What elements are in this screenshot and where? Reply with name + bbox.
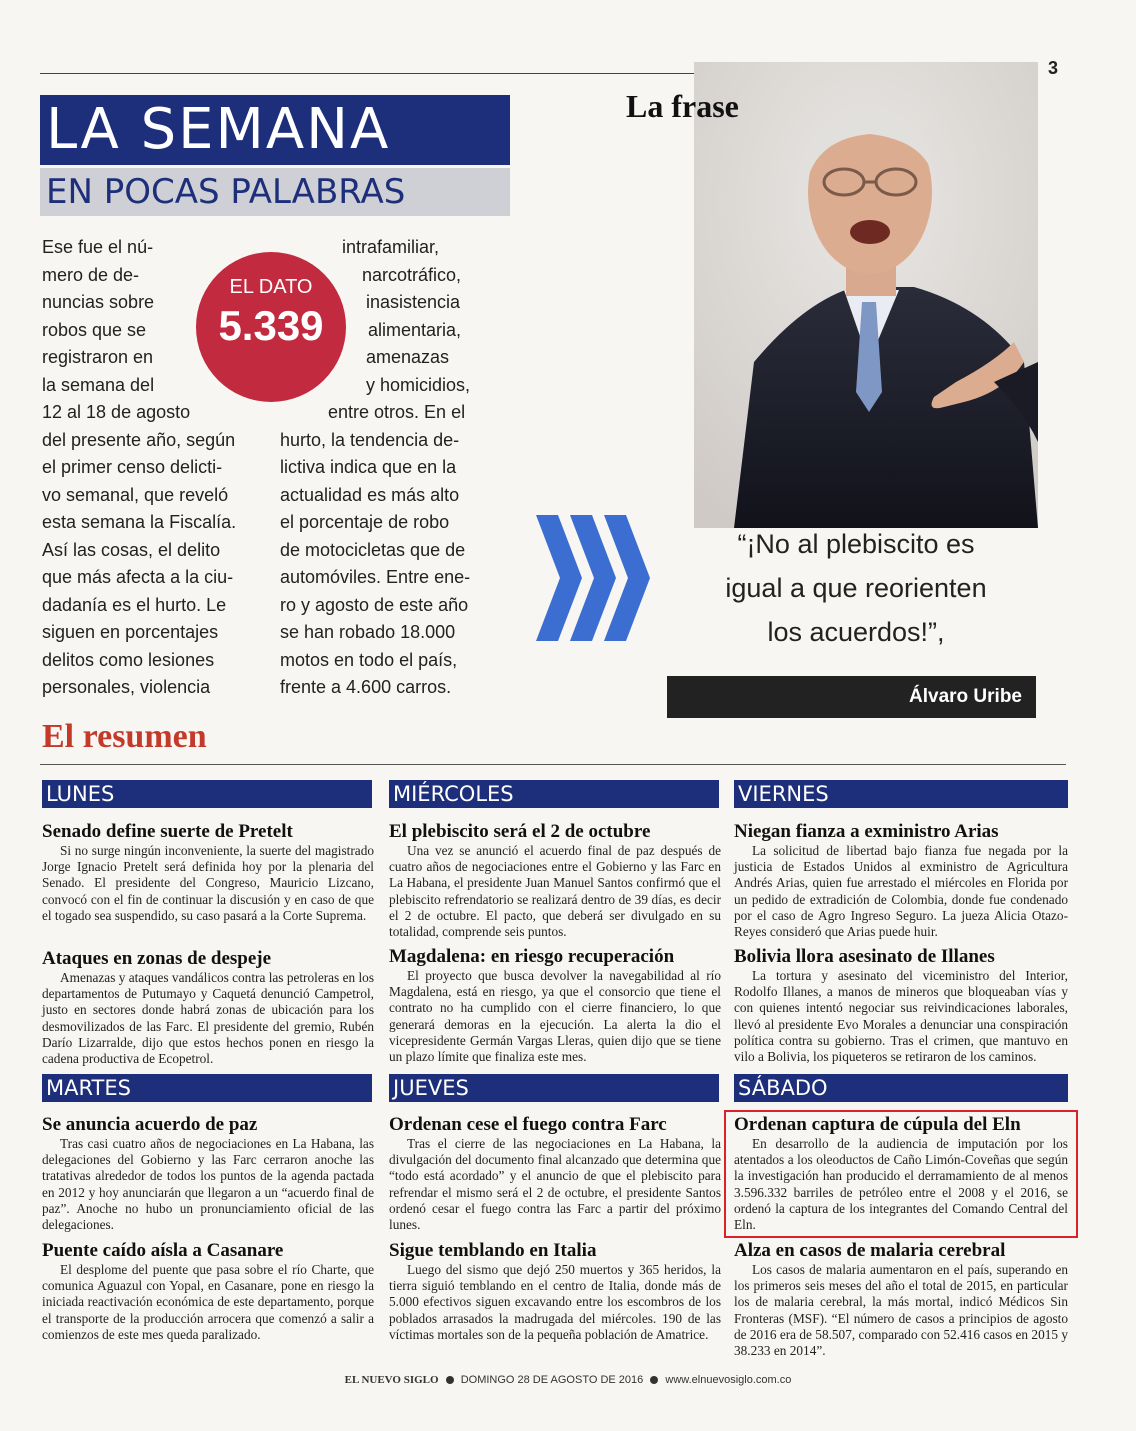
article-body: Amenazas y ataques vandálicos contra las petroleras en los departamentos de Putumayo y Caquetá denunció Campetrol, justo en sectores donde habrá zonas de ubicación para los desmovilizados de las Farc. El presidente del gremio, Rubén Darío Lizarralde, dijo que estos hechos ponen en riesgo la cadena productiva de Ecopetrol. — [42, 970, 374, 1067]
dato-line: hurto, la tendencia de- — [280, 429, 460, 450]
frase-quote — [676, 522, 1036, 654]
dato-line: automóviles. Entre ene- — [280, 567, 471, 587]
article-jueves-2 — [389, 1240, 721, 1343]
footer-date: DOMINGO 28 DE AGOSTO DE 2016 — [460, 1374, 644, 1386]
dato-line: vo semanal, que reveló — [42, 484, 229, 505]
dato-line: Ese fue el nú- — [42, 237, 154, 257]
dato-line: el primer censo delicti- — [42, 457, 223, 477]
dato-line: entre otros. En el — [328, 402, 466, 422]
bullet-icon — [446, 1376, 454, 1384]
article-body: En desarrollo de la audiencia de imputación por los atentados a los oleoductos de Caño Limón-Coveñas que según la investigación han producido el derramamiento de al menos 3.596.332 barriles de petróleo entre el 2008 y el 2016, se ordenó la captura de los integrantes del Comando Central del Eln. — [734, 1136, 1068, 1233]
frase-title: La frase — [626, 88, 739, 124]
quote-line: los acuerdos!”, — [767, 617, 945, 647]
article-body: Luego del sismo que dejó 250 muertos y 365 heridos, la tierra siguió temblando en el centro de Italia, donde más de 5.000 efectivos siguen excavando entre los escombros de los poblados arrasados la madrugada del miércoles. 190 de las víctimas mortales son de la pequeña población de Amatrice. — [389, 1262, 721, 1342]
article-viernes-1 — [734, 821, 1068, 940]
dato-line: lictiva indica que en la — [280, 457, 457, 477]
dato-line: dadanía es el hurto. Le — [42, 594, 227, 615]
dato-line: Así las cosas, el delito — [42, 539, 221, 560]
frase-author: Álvaro Uribe — [667, 676, 1036, 718]
dato-line: se han robado 18.000 — [280, 622, 456, 642]
quote-line: igual a que reorienten — [725, 573, 987, 603]
article-body: Los casos de malaria aumentaron en el país, superando en los primeros seis meses del año el total de 2015, en particular los de malaria cerebral, la más mortal, indicó Médicos Sin Fronteras (MSF). “El número de casos a principios de agosto de 2016 era de 58.507, comparado con 52.416 casos en 2015 y 38.233 en 2014”. — [734, 1262, 1068, 1359]
dato-badge-value: 5.339 — [218, 302, 324, 349]
dato-line: alimentaria, — [368, 319, 462, 340]
dato-line: robos que se — [42, 319, 147, 340]
article-viernes-2 — [734, 946, 1068, 1065]
article-lunes-1 — [42, 821, 374, 924]
footer-url: www.elnuevosiglo.com.co — [665, 1374, 792, 1386]
section-title: LA SEMANA — [40, 95, 510, 165]
article-miercoles-1 — [389, 821, 721, 940]
article-title: Ordenan cese el fuego contra Farc — [389, 1114, 667, 1135]
dato-line: intrafamiliar, — [342, 237, 440, 257]
dato-line: de motocicletas que de — [280, 539, 466, 560]
article-lunes-2 — [42, 948, 374, 1067]
article-title: Magdalena: en riesgo recuperación — [389, 946, 675, 967]
dato-line: siguen en porcentajes — [42, 622, 219, 642]
article-martes-1 — [42, 1114, 374, 1233]
dato-line: ro y agosto de este año — [280, 594, 469, 615]
day-header-martes: MARTES — [42, 1074, 372, 1102]
dato-line: inasistencia — [366, 292, 461, 312]
dato-line: que más afecta a la ciu- — [42, 567, 234, 587]
dato-line: actualidad es más alto — [280, 484, 460, 505]
dato-line: y homicidios, — [366, 374, 471, 395]
dato-line: amenazas — [366, 347, 450, 367]
dato-line: el porcentaje de robo — [280, 512, 450, 532]
dato-line: narcotráfico, — [362, 264, 462, 285]
resumen-rule — [40, 764, 1066, 765]
article-body: Una vez se anunció el acuerdo final de paz después de cuatro años de negociaciones entre el Gobierno y las Farc en La Habana, el presidente Juan Manuel Santos confirmó que el plebiscito refrendatorio se realizará dentro de 39 días, es decir el 2 de octubre. El pacto, que deberá ser divulgado en su totalidad, comprende seis puntos. — [389, 843, 721, 940]
article-title: Niegan fianza a exministro Arias — [734, 821, 999, 842]
article-jueves-1 — [389, 1114, 721, 1233]
article-martes-2 — [42, 1240, 374, 1343]
dato-line: registraron en — [42, 347, 154, 367]
article-body: Si no surge ningún inconveniente, la suerte del magistrado Jorge Ignacio Pretelt será definida hoy por la plenaria del Senado. El presidente del Congreso, Mauricio Lizcano, convocó con el fin de continuar la discusión y en caso de que el togado sea suspendido, su caso pasará a la Corte Suprema. — [42, 843, 374, 923]
article-title: El plebiscito será el 2 de octubre — [389, 821, 651, 842]
dato-line: nuncias sobre — [42, 292, 155, 312]
day-header-miercoles: MIÉRCOLES — [389, 780, 719, 808]
footer-brand: EL NUEVO SIGLO — [344, 1374, 439, 1386]
article-body: El proyecto que busca devolver la navegabilidad al río Magdalena, está en riesgo, ya que el consorcio que tiene el contrato no ha cumplido con el cierre financiero, lo que generará demoras en la ejecución. La alerta la dio el vicepresidente Germán Vargas Lleras, quien dijo que se tiene un plazo límite que finaliza este mes. — [389, 968, 721, 1065]
day-header-viernes: VIERNES — [734, 780, 1068, 808]
dato-line: motos en todo el país, — [280, 649, 458, 670]
dato-line: del presente año, según — [42, 429, 236, 450]
article-title: Bolivia llora asesinato de Illanes — [734, 946, 995, 967]
article-body: Tras el cierre de las negociaciones en La Habana, la divulgación del documento final alcanzado que determina que “todo está acordado” y el anuncio de que el plebiscito para refrendar el mismo será el 2 de octubre, el presidente Santos ordenó cesar el fuego contra las Farc a partir del próximo lunes. — [389, 1136, 721, 1233]
section-subtitle: EN POCAS PALABRAS — [40, 168, 510, 216]
quote-line: “¡No al plebiscito es — [737, 529, 975, 559]
article-body: La tortura y asesinato del viceministro del Interior, Rodolfo Illanes, a manos de mineros que bloqueaban vías y con quienes intentó negociar sus reivindicaciones laborales, llevó al presidente Evo Morales a denunciar una conspiración política contra su gobierno. Tras el crimen, que mantuvo en vilo a Bolivia, los piqueteros se retiraron de los caminos. — [734, 968, 1068, 1065]
article-title: Senado define suerte de Pretelt — [42, 821, 293, 842]
article-body: Tras casi cuatro años de negociaciones en La Habana, las delegaciones del Gobierno y las Farc cerraron anoche las tratativas alrededor de todos los puntos de la agenda pactada en 2012 y hoy anunciarán que llegaron a un “acuerdo final de paz”. Anoche no hubo un pronunciamiento oficial de las delegaciones. — [42, 1136, 374, 1233]
article-miercoles-2 — [389, 946, 721, 1065]
article-title: Puente caído aísla a Casanare — [42, 1240, 284, 1261]
article-body: La solicitud de libertad bajo fianza fue negada por la justicia de Estados Unidos al exministro de Agricultura Andrés Arias, quien fue arrestado el miércoles en Florida por un pedido de extradición de Colombia, donde fue condenado por el caso de Agro Ingreso Seguro. La jueza Alicia Otazo-Reyes consideró que Arias puede huir. — [734, 843, 1068, 940]
page-footer — [0, 1374, 1136, 1386]
highlight-box — [724, 1110, 1078, 1238]
dato-line: personales, violencia — [42, 677, 211, 697]
dato-line: 12 al 18 de agosto — [42, 402, 191, 422]
article-title: Alza en casos de malaria cerebral — [734, 1240, 1006, 1261]
article-title: Ordenan captura de cúpula del Eln — [734, 1114, 1021, 1135]
bullet-icon — [650, 1376, 658, 1384]
day-header-jueves: JUEVES — [389, 1074, 719, 1102]
speaker-photo — [694, 62, 1038, 528]
article-sabado-2 — [734, 1240, 1068, 1359]
day-header-sabado: SÁBADO — [734, 1074, 1068, 1102]
chevron-arrows-icon — [536, 515, 650, 641]
dato-line: frente a 4.600 carros. — [280, 677, 452, 697]
page-number: 3 — [1048, 58, 1059, 78]
dato-badge — [196, 252, 346, 402]
dato-line: mero de de- — [42, 264, 140, 285]
dato-line: esta semana la Fiscalía. — [42, 512, 237, 532]
dato-line: delitos como lesiones — [42, 649, 215, 670]
article-title: Sigue temblando en Italia — [389, 1240, 597, 1261]
dato-badge-label: EL DATO — [229, 276, 313, 298]
dato-line: la semana del — [42, 374, 155, 395]
day-header-lunes: LUNES — [42, 780, 372, 808]
resumen-title: El resumen — [42, 718, 207, 755]
article-body: El desplome del puente que pasa sobre el río Charte, que comunica Aguazul con Yopal, en Casanare, pone en riesgo la iniciada reactivación económica de este departamento, porque el transporte de la producción arrocera que comenzó a salir a comienzos de este mes queda paralizado. — [42, 1262, 374, 1342]
article-title: Ataques en zonas de despeje — [42, 948, 272, 969]
article-title: Se anuncia acuerdo de paz — [42, 1114, 258, 1135]
